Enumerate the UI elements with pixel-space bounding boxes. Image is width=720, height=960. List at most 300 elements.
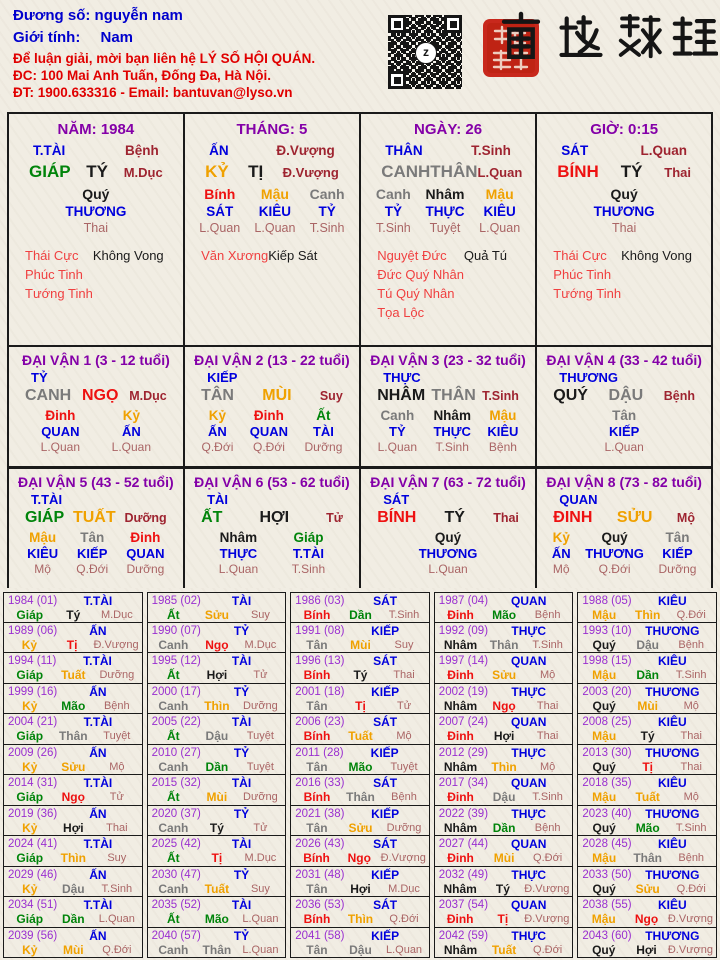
- branch-label: Dần: [61, 912, 85, 926]
- stem-label: Ất: [167, 668, 180, 682]
- stem-label: QUÝ: [553, 387, 588, 405]
- daivan-title: ĐẠI VẬN 6 (53 - 62 tuổi): [194, 473, 350, 490]
- pillar-thang: [185, 114, 359, 345]
- hidden-god-label: ẤN: [208, 424, 227, 440]
- year-cell-2018: [577, 775, 717, 806]
- star-name: Tướng Tinh: [553, 286, 622, 301]
- god-label: THƯƠNG: [645, 745, 700, 760]
- stage-label: T.Sinh: [101, 882, 133, 895]
- year-bottom-line: [295, 882, 426, 896]
- hidden-god-label: ẤN: [121, 424, 141, 440]
- god-label: THỰC: [511, 623, 547, 638]
- year-age-label: 2039 (56): [8, 929, 58, 942]
- daivan-cell-6: [185, 469, 359, 588]
- hidden-stem: Tân: [612, 408, 637, 424]
- year-age-label: 2009 (26): [8, 746, 58, 759]
- branch-label: THÂN: [430, 162, 478, 181]
- god-label: SÁT: [561, 143, 589, 158]
- god-label: SÁT: [373, 776, 398, 790]
- pillar-god-row: [361, 143, 535, 158]
- year-age-label: 2010 (27): [151, 746, 201, 759]
- stage-label: Tử: [253, 669, 268, 681]
- hidden-god-label: KIÊU: [487, 424, 519, 440]
- stem-label: Tân: [306, 759, 328, 774]
- year-age-label: 2012 (29): [438, 746, 489, 759]
- god-label: TÀI: [231, 837, 252, 851]
- stage-label: T.Sinh: [532, 638, 563, 651]
- hidden-stage-label: L.Quan: [377, 440, 417, 455]
- year-bottom-line: [439, 638, 570, 652]
- pillar-ngay: [361, 114, 535, 345]
- branch-label: Dần: [205, 759, 229, 774]
- year-bottom-line: [152, 821, 283, 835]
- daivan-title: ĐẠI VẬN 1 (3 - 12 tuổi): [21, 352, 170, 369]
- owner-line: [13, 7, 315, 24]
- year-top-line: [295, 898, 426, 912]
- stem-label: Ất: [167, 912, 180, 926]
- god-label: QUAN: [511, 837, 547, 851]
- branch-label: Thân: [489, 637, 519, 652]
- stage-label: Suy: [250, 882, 270, 895]
- year-age-label: 2021 (38): [295, 807, 345, 820]
- daivan-cell-5: [9, 469, 183, 588]
- year-bottom-line: [582, 760, 713, 774]
- hidden-stems-row: [185, 530, 359, 577]
- year-bottom-line: [582, 821, 713, 835]
- qr-finder-icon: [444, 15, 462, 33]
- stage-label: Đ.Vượng: [276, 143, 335, 158]
- stage-label: Thai: [393, 669, 415, 681]
- year-top-line: [439, 715, 570, 729]
- stage-label: L.Quan: [385, 943, 423, 956]
- hidden-stage-label: Mộ: [34, 561, 51, 576]
- stem-label: Canh: [158, 881, 189, 896]
- stage-label: Tuyệt: [103, 730, 131, 742]
- stage-label: Q.Đới: [676, 882, 706, 895]
- year-bottom-line: [582, 851, 713, 865]
- stem-label: Mậu: [592, 790, 617, 804]
- daivan-cell-3: [361, 347, 535, 466]
- year-top-line: [582, 715, 713, 729]
- year-top-line: [582, 685, 713, 699]
- star-name: Tướng Tinh: [25, 286, 93, 301]
- year-cell-1991: [290, 623, 430, 654]
- year-cell-1990: [147, 623, 287, 654]
- hidden-god-label: THƯƠNG: [593, 204, 655, 219]
- hidden-stem-column: [594, 186, 655, 236]
- stem-label: BÍNH: [557, 162, 599, 181]
- owner-label: Đương số:: [13, 7, 91, 24]
- year-cell-2011: [290, 745, 430, 776]
- branch-label: Ngọ: [492, 698, 516, 713]
- hidden-stage-label: L.Quan: [428, 561, 468, 576]
- branch-label: Thân: [346, 790, 375, 804]
- year-bottom-line: [8, 851, 139, 865]
- god-label: TỶ: [233, 928, 250, 943]
- hidden-god-label: TỶ: [389, 424, 406, 440]
- year-bottom-line: [8, 729, 139, 743]
- year-bottom-line: [8, 790, 139, 804]
- pillar-god-row: [537, 143, 711, 158]
- branch-label: Tý: [353, 668, 368, 682]
- branch-label: Hợi: [493, 729, 515, 743]
- star-name: Thái Cực: [553, 248, 607, 263]
- hidden-stem-column: [433, 408, 471, 455]
- hidden-stem: Canh: [375, 186, 411, 202]
- hidden-stem-column: [426, 186, 465, 236]
- branch-label: Thìn: [60, 851, 86, 865]
- hidden-stage-label: Q.Đới: [252, 440, 285, 455]
- stage-label: Đ.Vượng: [380, 852, 426, 864]
- year-cell-2037: [434, 897, 574, 928]
- hidden-stage-label: L.Quan: [218, 561, 259, 576]
- year-top-line: [582, 898, 713, 912]
- branch-label: Tý: [66, 608, 81, 622]
- pillar-god-row: [185, 143, 359, 158]
- stage-label: Suy: [250, 609, 270, 621]
- branch-label: SỬU: [616, 508, 653, 526]
- stem-label: Bính: [303, 668, 331, 682]
- year-bottom-line: [152, 882, 283, 896]
- hidden-god-label: TÀI: [312, 424, 334, 440]
- year-cell-2025: [147, 836, 287, 867]
- stage-label: Dưỡng: [124, 510, 167, 525]
- hidden-stem-column: [199, 186, 240, 236]
- daivan-title: ĐẠI VẬN 7 (63 - 72 tuổi): [370, 473, 526, 490]
- year-cell-2035: [147, 897, 287, 928]
- person-info: [13, 7, 315, 102]
- branch-label: Sửu: [61, 759, 86, 774]
- year-cell-2034: [3, 897, 143, 928]
- branch-label: Sửu: [635, 881, 660, 896]
- hidden-stem-column: [604, 408, 643, 455]
- hidden-stem-column: [419, 530, 478, 577]
- hidden-god-label: THỰC: [219, 545, 258, 561]
- year-top-line: [8, 685, 139, 699]
- stage-label: Q.Đới: [389, 913, 419, 925]
- branch-label: Thìn: [347, 912, 374, 926]
- daivan-title: ĐẠI VẬN 8 (73 - 82 tuổi): [546, 473, 702, 490]
- star-name: Nguyệt Đức: [377, 248, 447, 263]
- star-name: Không Vong: [92, 248, 164, 263]
- branch-label: TÝ: [620, 162, 643, 181]
- hidden-stem: Đinh: [45, 408, 76, 424]
- god-label: T.TÀI: [83, 715, 113, 729]
- stage-label: Đ.Vượng: [93, 638, 139, 651]
- year-top-line: [8, 807, 139, 821]
- hidden-stage-label: Dưỡng: [658, 561, 697, 576]
- branch-label: Tuất: [348, 729, 373, 743]
- year-cell-2038: [577, 897, 717, 928]
- year-cell-2033: [577, 867, 717, 898]
- stem-label: Giáp: [16, 790, 44, 804]
- branch-label: Thân: [202, 942, 232, 957]
- year-age-label: 2005 (22): [151, 716, 201, 728]
- year-age-label: 1989 (06): [8, 624, 58, 637]
- hidden-stem: Quý: [82, 186, 110, 202]
- year-bottom-line: [295, 851, 426, 865]
- stem-label: Quý: [592, 881, 616, 896]
- year-bottom-line: [439, 943, 570, 957]
- pillars-and-daivan-grid: [7, 112, 713, 588]
- year-bottom-line: [295, 821, 426, 835]
- year-top-line: [152, 654, 283, 668]
- stem-label: Nhâm: [443, 698, 478, 713]
- stage-label: Tuyệt: [390, 760, 418, 773]
- hidden-god-label: KIẾP: [77, 545, 108, 561]
- year-bottom-line: [152, 851, 283, 865]
- god-label: TÀI: [231, 715, 252, 729]
- stage-label: Q.Đới: [533, 852, 563, 864]
- stem-label: Canh: [158, 698, 189, 713]
- stem-label: Kỷ: [22, 820, 38, 835]
- gender-line: [13, 29, 315, 46]
- stars-section: [185, 246, 359, 265]
- year-bottom-line: [8, 821, 139, 835]
- auspicious-stars: [377, 246, 464, 322]
- branch-label: Tý: [640, 729, 655, 743]
- stage-label: Q.Đới: [676, 609, 706, 621]
- god-label: QUAN: [511, 776, 547, 790]
- stage-label: Mộ: [539, 760, 556, 773]
- stem-label: Mậu: [592, 668, 617, 682]
- god-label: THƯƠNG: [645, 684, 700, 699]
- stem-label: CANH: [25, 387, 72, 405]
- stem-label: Nhâm: [443, 820, 478, 835]
- year-cell-1986: [290, 592, 430, 623]
- god-label: ẤN: [209, 143, 229, 158]
- hidden-stem: Kỷ: [122, 408, 140, 424]
- year-cell-2012: [434, 745, 574, 776]
- year-cell-1988: [577, 592, 717, 623]
- year-age-label: 1984 (01): [8, 595, 58, 607]
- year-bottom-line: [8, 882, 139, 896]
- auspicious-stars: [553, 246, 621, 303]
- branch-label: Dậu: [205, 729, 229, 743]
- year-top-line: [439, 594, 570, 608]
- stem-label: Bính: [303, 729, 331, 743]
- hidden-stem: Nhâm: [433, 408, 471, 424]
- stage-label: L.Quan: [98, 913, 135, 925]
- year-age-label: 1995 (12): [151, 655, 201, 667]
- god-label: SÁT: [373, 837, 398, 851]
- year-age-label: 2000 (17): [151, 685, 201, 698]
- year-top-line: [295, 837, 426, 851]
- god-label: KIÊU: [657, 654, 687, 668]
- year-top-line: [439, 685, 570, 699]
- year-age-label: 1990 (07): [151, 624, 201, 637]
- hidden-stems-row: [185, 186, 359, 236]
- hidden-stems-row: [9, 408, 183, 455]
- year-bottom-line: [295, 912, 426, 926]
- year-age-label: 1994 (11): [8, 655, 57, 667]
- stars-section: [9, 246, 183, 303]
- hidden-stem-column: [126, 530, 164, 577]
- hidden-stage-label: Dưỡng: [304, 440, 343, 455]
- branch-label: Hợi: [636, 942, 657, 957]
- year-bottom-line: [582, 668, 713, 682]
- year-cell-2040: [147, 928, 287, 959]
- stem-label: Canh: [158, 820, 189, 835]
- hidden-god-label: THỰC: [425, 204, 465, 219]
- stem-label: Tân: [306, 698, 328, 713]
- stage-label: L.Quan: [640, 143, 687, 158]
- stage-label: Suy: [394, 638, 414, 651]
- year-top-line: [152, 624, 283, 638]
- hidden-stem-column: [254, 186, 295, 236]
- year-age-label: 1987 (04): [438, 595, 489, 607]
- stem-label: Giáp: [16, 912, 44, 926]
- hidden-stem-column: [487, 408, 518, 455]
- stem-label: Đinh: [447, 729, 474, 743]
- year-bottom-line: [439, 851, 570, 865]
- stage-label: Thai: [536, 730, 559, 742]
- year-top-line: [439, 929, 570, 943]
- hidden-stem-column: [65, 186, 126, 236]
- god-label: SÁT: [373, 594, 398, 608]
- year-cell-2022: [434, 806, 574, 837]
- year-top-line: [295, 594, 426, 608]
- hidden-stems-row: [9, 530, 183, 577]
- pillar-main-row: [361, 162, 535, 182]
- stage-label: Thai: [493, 510, 519, 525]
- hidden-stem: Mậu: [29, 529, 57, 545]
- year-cell-1996: [290, 653, 430, 684]
- stem-label: Quý: [592, 820, 616, 835]
- year-bottom-line: [439, 912, 570, 926]
- hidden-stem-column: [310, 186, 345, 236]
- stem-label: ĐINH: [553, 508, 593, 526]
- stem-label: Quý: [592, 698, 616, 713]
- stem-label: Canh: [158, 637, 189, 652]
- daivan-cell-7: [361, 469, 535, 588]
- stage-label: Bệnh: [124, 143, 159, 158]
- year-top-line: [152, 746, 283, 760]
- year-age-label: 2031 (48): [295, 868, 345, 881]
- god-label: THỰC: [511, 684, 547, 699]
- stem-label: ẤT: [201, 508, 223, 526]
- year-top-line: [582, 746, 713, 760]
- god-label: QUAN: [511, 594, 547, 608]
- hidden-stem: Đinh: [130, 529, 161, 545]
- stage-label: Thai: [680, 760, 702, 773]
- year-top-line: [582, 837, 713, 851]
- god-label: KIẾP: [371, 928, 400, 943]
- stage-label: Suy: [107, 852, 127, 864]
- auspicious-stars: [201, 246, 268, 265]
- hidden-stage-label: T.Sinh: [309, 221, 345, 235]
- hidden-stage-label: L.Quan: [111, 440, 152, 455]
- hidden-stems-row: [9, 186, 183, 236]
- god-label: QUAN: [559, 491, 598, 507]
- year-bottom-line: [295, 943, 426, 957]
- branch-label: Hợi: [206, 668, 228, 682]
- god-label: KIẾP: [371, 684, 400, 699]
- branch-label: Ngọ: [61, 790, 85, 804]
- stage-label: Thai: [680, 730, 702, 742]
- qr-finder-icon: [388, 15, 406, 33]
- stage-label: M.Dục: [129, 389, 167, 404]
- stage-label: Mộ: [109, 760, 125, 773]
- year-top-line: [8, 624, 139, 638]
- stem-label: Giáp: [16, 851, 44, 865]
- stem-label: Ất: [167, 608, 180, 622]
- daivan-main-row: [537, 387, 711, 405]
- star-name: Phúc Tinh: [25, 267, 83, 282]
- hidden-stems-row: [361, 186, 535, 236]
- daivan-main-row: [185, 387, 359, 405]
- year-cell-2003: [577, 684, 717, 715]
- year-top-line: [152, 776, 283, 790]
- god-label: T.TÀI: [83, 898, 113, 912]
- contact-line-1: Để luận giải, mời bạn liên hệ LÝ SỐ HỘI QUÁN.: [13, 51, 316, 66]
- branch-label: Dần: [492, 820, 516, 835]
- year-cell-2008: [577, 714, 717, 745]
- stage-label: Tử: [326, 510, 343, 525]
- neutral-stars: [268, 246, 317, 265]
- star-name: Tọa Lộc: [377, 305, 425, 320]
- year-cell-2014: [3, 775, 143, 806]
- branch-label: Tị: [66, 637, 78, 652]
- stem-label: Bính: [303, 608, 331, 622]
- stem-label: Mậu: [592, 608, 617, 622]
- year-bottom-line: [152, 912, 283, 926]
- year-age-label: 2018 (35): [582, 777, 632, 789]
- god-label: SÁT: [383, 491, 410, 507]
- hidden-stage-label: Q.Đới: [201, 440, 234, 455]
- god-label: ẤN: [89, 684, 107, 699]
- branch-label: Tý: [209, 820, 224, 835]
- god-label: THỰC: [511, 928, 547, 943]
- year-cell-2004: [3, 714, 143, 745]
- year-cell-2013: [577, 745, 717, 776]
- hidden-stem: Mậu: [489, 408, 517, 424]
- hidden-stem: Tân: [665, 529, 690, 545]
- stage-label: Dưỡng: [99, 669, 135, 681]
- daivan-main-row: [185, 509, 359, 527]
- stage-label: T.Sinh: [675, 821, 707, 834]
- pillar-title: THÁNG: 5: [236, 121, 308, 138]
- branch-label: Sửu: [204, 608, 229, 622]
- year-age-label: 2022 (39): [438, 807, 489, 820]
- year-bottom-line: [152, 699, 283, 713]
- stage-label: Tử: [253, 821, 268, 834]
- year-age-label: 1992 (09): [438, 624, 489, 637]
- god-label: THỰC: [511, 867, 547, 882]
- year-age-label: 1986 (03): [295, 595, 345, 607]
- hidden-stem: Mậu: [260, 186, 289, 202]
- pillar-main-row: [9, 162, 183, 182]
- hidden-stage-label: Dưỡng: [126, 561, 165, 576]
- branch-label: Mão: [204, 912, 229, 926]
- hidden-stage-label: T.Sinh: [375, 221, 411, 235]
- year-age-label: 2003 (20): [582, 685, 632, 698]
- year-bottom-line: [152, 668, 283, 682]
- stage-label: Suy: [319, 389, 343, 404]
- god-label: TÀI: [231, 594, 252, 608]
- stage-label: Dưỡng: [243, 791, 278, 803]
- year-age-label: 2020 (37): [151, 807, 201, 820]
- year-top-line: [295, 929, 426, 943]
- year-age-label: 2019 (36): [8, 807, 58, 820]
- hidden-stems-row: [537, 530, 711, 577]
- daivan-main-row: [361, 387, 535, 405]
- neutral-stars: [464, 246, 507, 322]
- year-age-label: 2023 (40): [582, 807, 632, 820]
- year-top-line: [295, 807, 426, 821]
- stage-label: Đ.Vượng: [282, 165, 339, 180]
- year-bottom-line: [8, 760, 139, 774]
